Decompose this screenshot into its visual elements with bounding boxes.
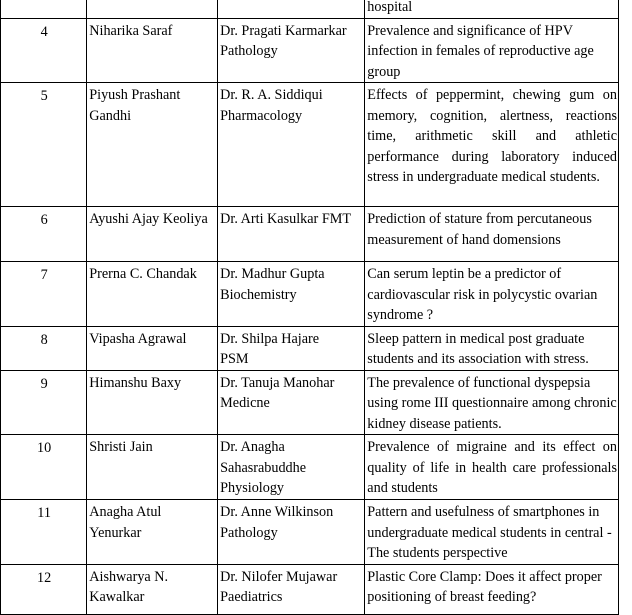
guide-name: Dr. Nilofer Mujawar (220, 568, 338, 585)
topic-cell: Can serum leptin be a predictor of cardiovascular risk in polycystic ovarian syndrome ? (365, 262, 619, 327)
guide-name: Dr. Tanuja Manohar (220, 374, 335, 391)
table-row (1, 564, 619, 614)
guide-department: Pathology (220, 524, 278, 541)
serial-number-cell: 6 (1, 207, 87, 262)
guide-name: Dr. Shilpa Hajare (220, 330, 320, 347)
serial-number-cell: 10 (1, 435, 87, 500)
guide-cell (218, 0, 365, 18)
serial-number-cell: 12 (1, 564, 87, 614)
topic-cell: Effects of peppermint, chewing gum on memory, cognition, alertness, reactions time, arithmetic skill and athletic performance during laboratory induced stress in undergraduate medical students. (365, 83, 619, 207)
guide-cell (218, 564, 365, 614)
student-name-cell: Prerna C. Chandak (87, 262, 218, 327)
table-row (1, 262, 619, 327)
guide-name: Dr. Pragati Karmarkar (220, 22, 347, 39)
guide-name: Dr. Anagha Sahasrabuddhe (220, 439, 307, 476)
guide-name: Dr. Arti Kasulkar FMT (220, 211, 351, 227)
guide-name: Dr. Anne Wilkinson (220, 504, 334, 520)
student-name-cell: Aishwarya N. Kawalkar (87, 564, 218, 614)
topic-cell: Pattern and usefulness of smartphones in undergraduate medical students in central - The students perspective (365, 500, 619, 565)
student-name-cell: Vipasha Agrawal (87, 326, 218, 370)
guide-department: Physiology (220, 480, 285, 496)
student-name-cell (87, 0, 218, 18)
serial-number-cell (1, 0, 87, 18)
table-row (1, 370, 619, 435)
table-row (1, 0, 619, 18)
guide-cell (218, 370, 365, 435)
table-row (1, 207, 619, 262)
student-name-cell: Piyush Prashant Gandhi (87, 83, 218, 207)
guide-cell (218, 262, 365, 327)
serial-number-cell: 4 (1, 18, 87, 83)
topic-cell: Plastic Core Clamp: Does it affect proper positioning of breast feeding? (365, 564, 619, 614)
guide-name: Dr. Madhur Gupta (220, 266, 325, 282)
student-name-cell: Shristi Jain (87, 435, 218, 500)
guide-department: Biochemistry (220, 286, 297, 303)
guide-department: Paediatrics (220, 589, 283, 605)
topic-cell: Prevalence and significance of HPV infection in females of reproductive age group (365, 18, 619, 83)
guide-department: Pathology (220, 43, 278, 59)
table-row (1, 326, 619, 370)
topic-cell: Sleep pattern in medical post graduate students and its association with stress. (365, 326, 619, 370)
topic-cell: Prediction of stature from percutaneous measurement of hand domensions (365, 207, 619, 262)
guide-department: PSM (220, 351, 249, 367)
student-name-cell: Himanshu Baxy (87, 370, 218, 435)
guide-cell (218, 435, 365, 500)
topic-cell: hospital (365, 0, 619, 18)
student-name-cell: Niharika Saraf (87, 18, 218, 83)
table-row (1, 500, 619, 565)
guide-department: Pharmacology (220, 107, 303, 124)
guide-cell (218, 83, 365, 207)
guide-cell (218, 500, 365, 565)
guide-cell (218, 207, 365, 262)
topic-cell: The prevalence of functional dyspepsia using rome III questionnaire among chronic kidney disease patients. (365, 370, 619, 435)
table-row (1, 435, 619, 500)
guide-department: Medicne (220, 395, 270, 411)
student-name-cell: Anagha Atul Yenurkar (87, 500, 218, 565)
serial-number-cell: 5 (1, 83, 87, 207)
guide-name: Dr. R. A. Siddiqui (220, 87, 323, 103)
student-name-cell: Ayushi Ajay Keoliya (87, 207, 218, 262)
topic-cell: Prevalence of migraine and its effect on quality of life in health care professionals and students (365, 435, 619, 500)
serial-number-cell: 11 (1, 500, 87, 565)
serial-number-cell: 7 (1, 262, 87, 327)
serial-number-cell: 8 (1, 326, 87, 370)
serial-number-cell: 9 (1, 370, 87, 435)
guide-cell (218, 18, 365, 83)
guide-cell (218, 326, 365, 370)
table-row (1, 18, 619, 83)
table-row (1, 83, 619, 207)
